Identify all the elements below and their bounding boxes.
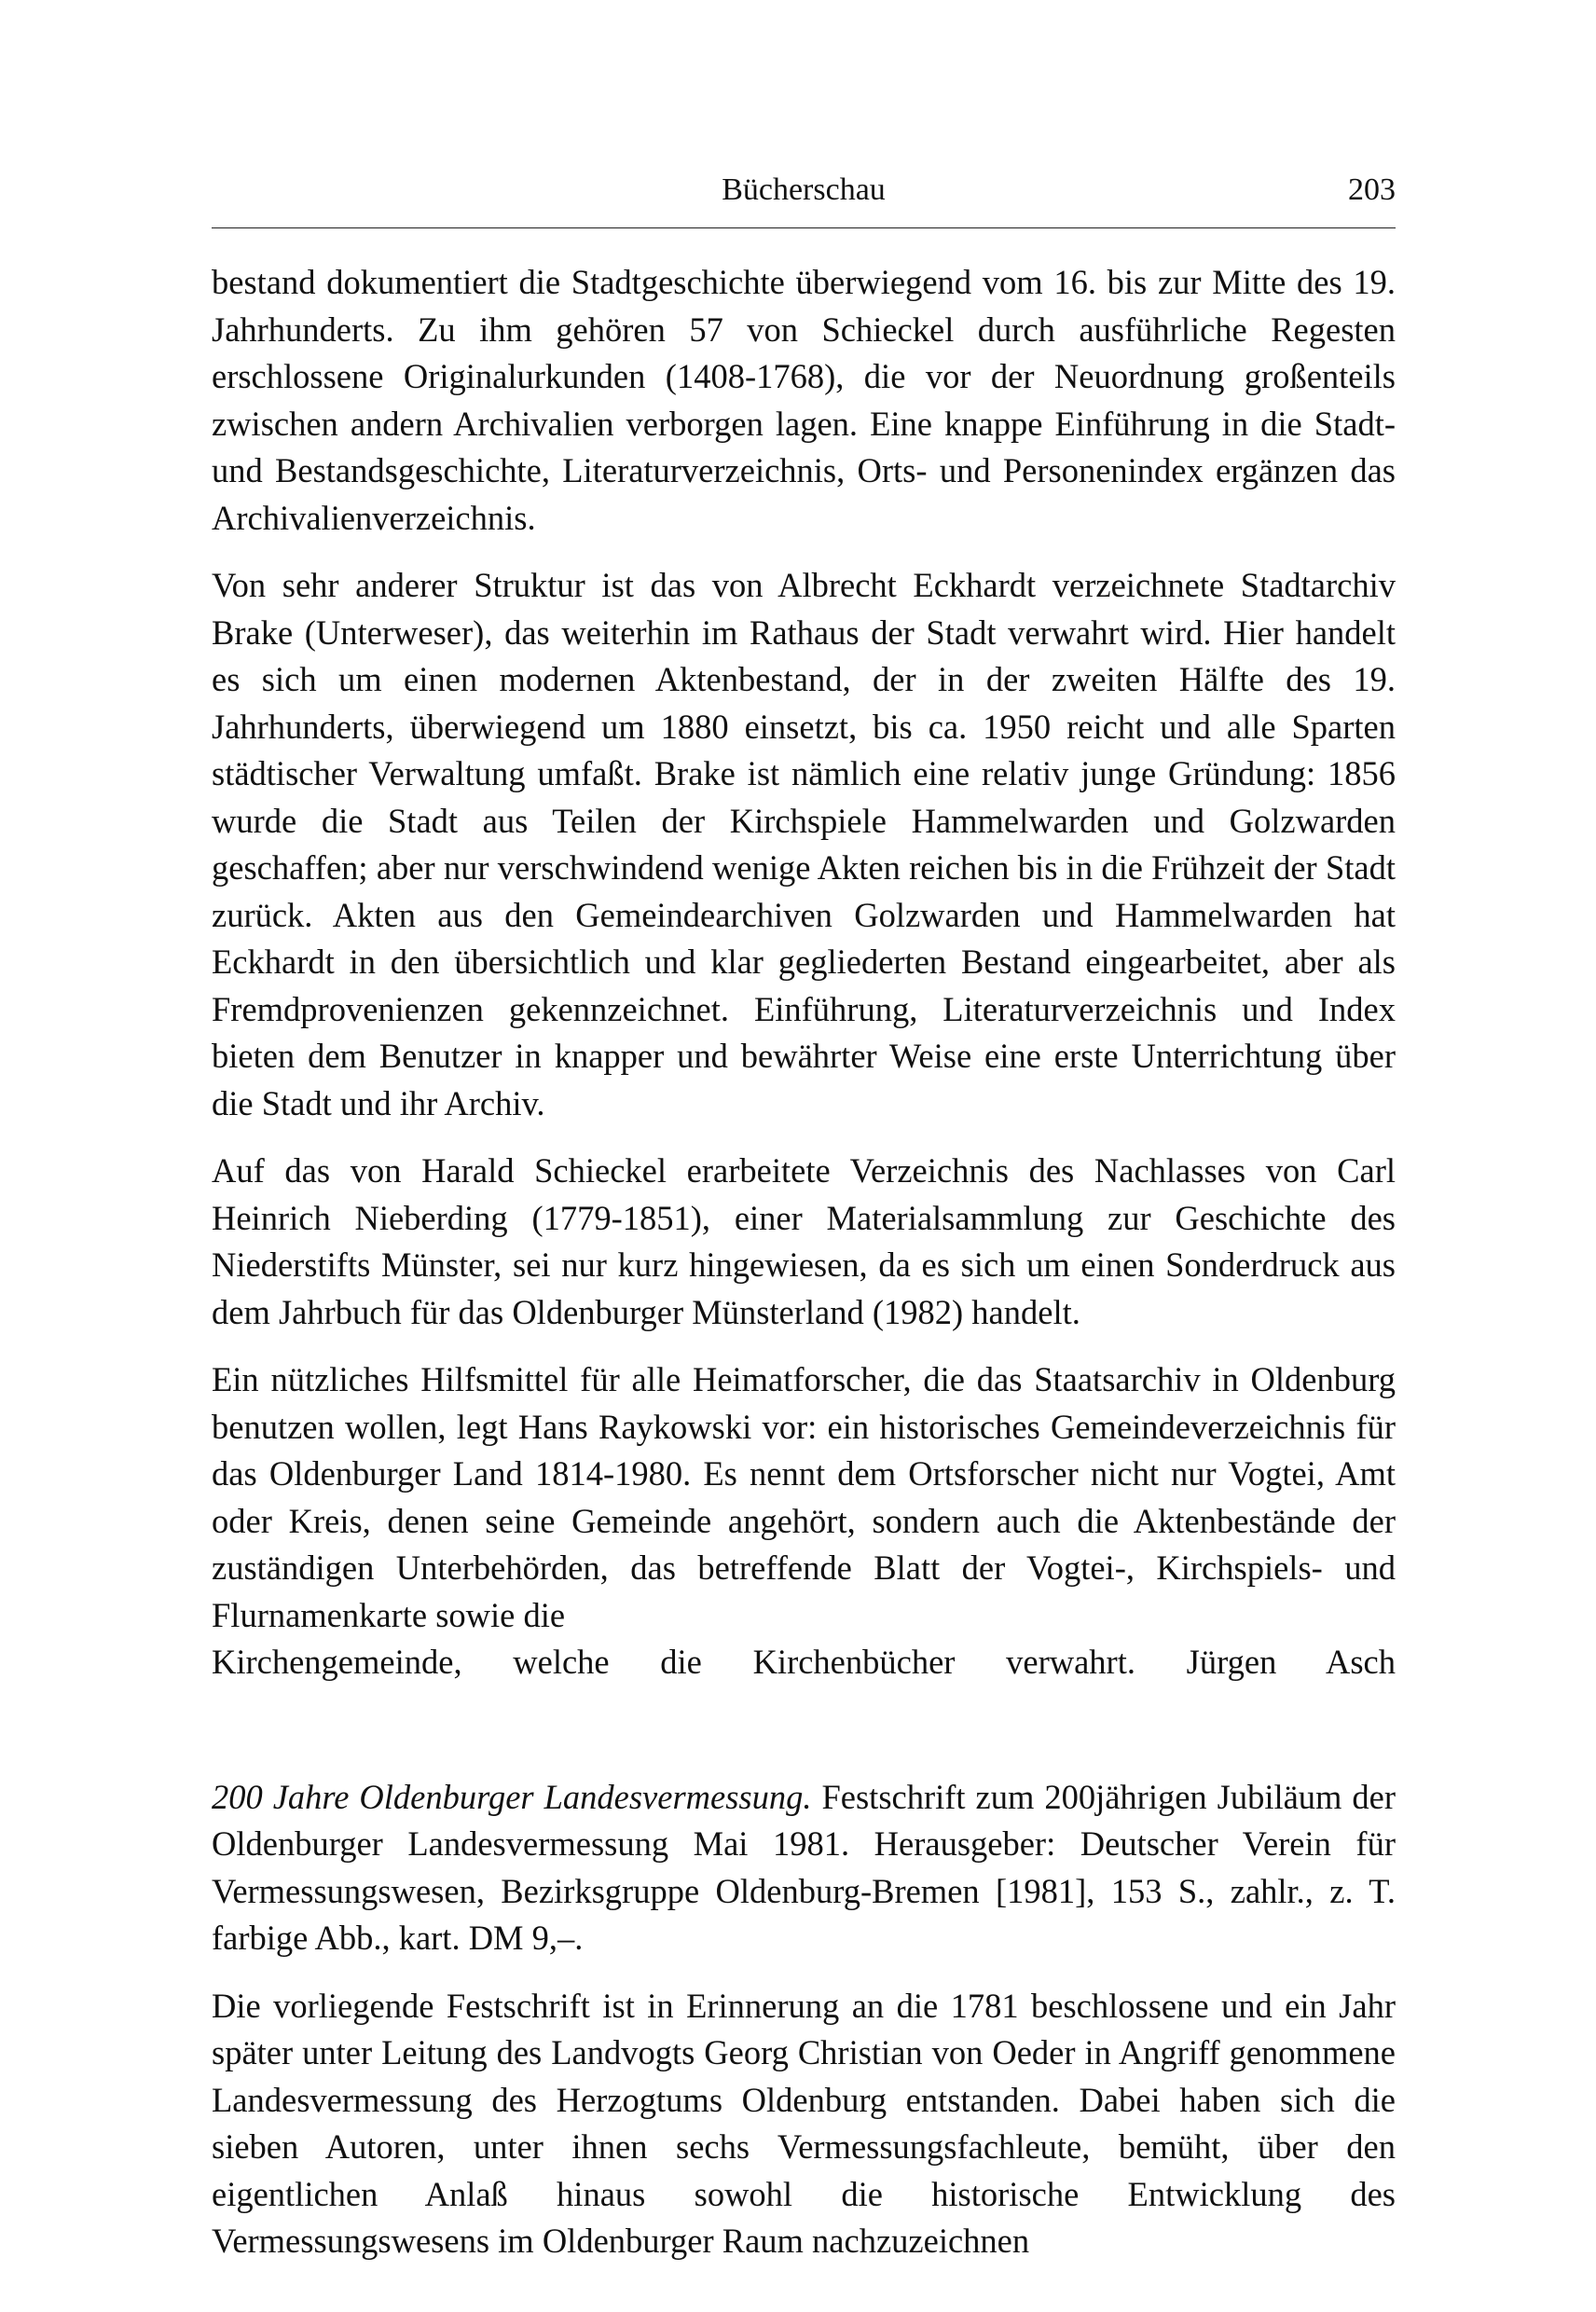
book-title: 200 Jahre Oldenburger Landesvermessung. — [212, 1777, 812, 1816]
review1-last-line: Kirchengemeinde, welche die Kirchenbücher verwahrt. — [212, 1643, 1135, 1681]
book-citation — [212, 1774, 1396, 1962]
reviewer-name: Jürgen Asch — [1186, 1643, 1396, 1681]
page-number: 203 — [1348, 172, 1396, 207]
header-rule — [212, 227, 1396, 228]
review1-paragraph-1: bestand dokumentiert die Stadtgeschichte überwiegend vom 16. bis zur Mitte des 19. Jahrhunderts. Zu ihm gehören 57 von Schieckel durch ausführliche Regesten erschlossene Originalurkunden (1408-1768), die vor der Neuordnung großenteils zwischen andern Archivalien verborgen lagen. Eine knappe Einführung in die Stadt- und Bestandsgeschichte, Literaturverzeichnis, Orts- und Personenindex ergänzen das Archivalienverzeichnis. — [212, 263, 1396, 537]
review2-paragraph-1: Die vorliegende Festschrift ist in Erinnerung an die 1781 beschlossene und ein Jahr später unter Leitung des Landvogts Georg Christian von Oeder in Angriff genommene Landesvermessung des Herzogtums Oldenburg entstanden. Dabei haben sich die sieben Autoren, unter ihnen sechs Vermessungsfachleute, bemüht, über den eigentlichen Anlaß hinaus sowohl die historische Entwicklung des Vermessungswesens im Oldenburger Raum nachzuzeichnen — [212, 1986, 1396, 2260]
main-text — [212, 259, 1396, 2286]
review1-paragraph-2: Von sehr anderer Struktur ist das von Albrecht Eckhardt verzeichnete Stadtarchiv Brake (Unterweser), das weiterhin im Rathaus der Stadt verwahrt wird. Hier handelt es sich um einen modernen Aktenbestand, der in der zweiten Hälfte des 19. Jahrhunderts, überwiegend um 1880 einsetzt, bis ca. 1950 reicht und alle Sparten städtischer Verwaltung umfaßt. Brake ist nämlich eine relativ junge Gründung: 1856 wurde die Stadt aus Teilen der Kirchspiele Hammelwarden und Golzwarden geschaffen; aber nur verschwindend wenige Akten reichen bis in die Frühzeit der Stadt zurück. Akten aus den Gemeindearchiven Golzwarden und Hammelwarden hat Eckhardt in den übersichtlich und klar gegliederten Bestand eingearbeitet, aber als Fremdprovenienzen gekennzeichnet. Einführung, Literaturverzeichnis und Index bieten dem Benutzer in knapper und bewährter Weise eine erste Unterrichtung über die Stadt und ihr Archiv. — [212, 566, 1396, 1122]
book-details: Festschrift zum 200jährigen Jubiläum der Oldenburger Landesvermessung Mai 1981. Herausgeber: Deutscher Verein für Vermessungswesen, Bezirksgruppe Oldenburg-Bremen [1981], 153 S., zahlr., z. T. farbige Abb., kart. DM 9,–. — [212, 1777, 1396, 1957]
review1-paragraph-3: Auf das von Harald Schieckel erarbeitete Verzeichnis des Nachlasses von Carl Heinrich Nieberding (1779-1851), einer Materialsammlung zur Geschichte des Niederstifts Münster, sei nur kurz hingewiesen, da es sich um einen Sonderdruck aus dem Jahrbuch für das Oldenburger Münsterland (1982) handelt. — [212, 1151, 1396, 1331]
running-head-title: Bücherschau — [722, 172, 886, 207]
review-separator-space — [212, 1707, 1396, 1774]
running-head — [212, 172, 1396, 219]
review1-paragraph-4 — [212, 1356, 1396, 1686]
signature-line — [212, 1639, 1396, 1686]
review1-paragraph-4-text: Ein nützliches Hilfsmittel für alle Heimatforscher, die das Staatsarchiv in Oldenburg benutzen wollen, legt Hans Raykowski vor: ein historisches Gemeindeverzeichnis für das Oldenburger Land 1814-1980. Es nennt dem Ortsforscher nicht nur Vogtei, Amt oder Kreis, denen seine Gemeinde angehört, sondern auch die Aktenbestände der zuständigen Unterbehörden, das betreffende Blatt der Vogtei-, Kirchspiels- und Flurnamenkarte sowie die — [212, 1360, 1396, 1634]
